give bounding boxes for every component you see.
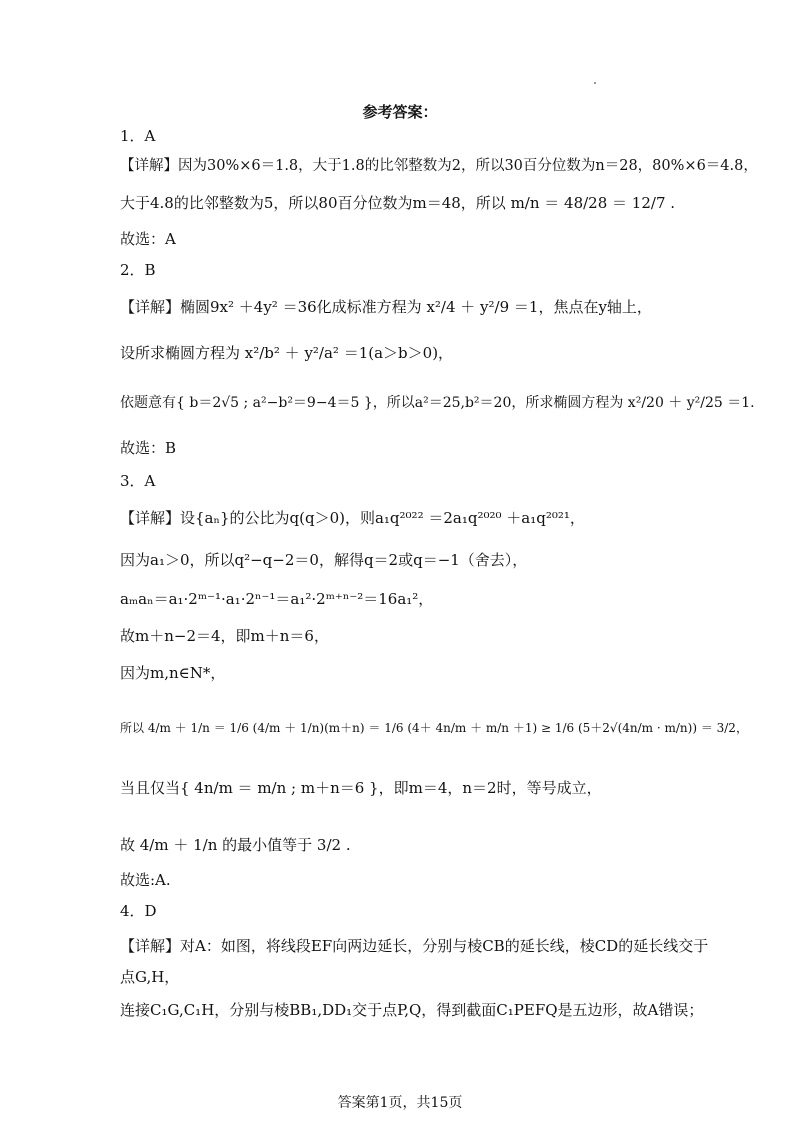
page-footer: 答案第1页，共15页 [337, 1095, 463, 1111]
q1-number: 1．A [120, 127, 156, 145]
q4-line2: 点G,H， [120, 968, 180, 986]
q2-number: 2．B [120, 261, 156, 279]
q3-line2: 因为a₁＞0，所以q²−q−2＝0，解得q＝2或q＝−1（舍去）， [120, 551, 528, 569]
q2-line2: 设所求椭圆方程为 x²/b² ＋ y²/a² ＝1(a＞b＞0)， [120, 344, 454, 362]
q1-line1: 【详解】因为30%×6＝1.8，大于1.8的比邻整数为2，所以30百分位数为n＝28，80%×6＝4.8， [120, 158, 758, 174]
q1-answer: 故选：A [120, 230, 176, 248]
page-title: 参考答案： [362, 103, 438, 121]
q1-line2: 大于4.8的比邻整数为5，所以80百分位数为m＝48，所以 m/n ＝ 48/28 ＝ 12/7 . [120, 194, 676, 212]
q3-line7: 当且仅当{ 4n/m ＝ m/n ; m＋n＝6 }，即m＝4，n＝2时，等号成立， [120, 779, 602, 797]
q3-line1: 【详解】设{aₙ}的公比为q(q＞0)，则a₁q²⁰²² ＝2a₁q²⁰²⁰ ＋a₁q²⁰²¹， [120, 509, 585, 527]
q3-line4: 故m＋n−2＝4，即m＋n＝6， [120, 627, 329, 645]
q3-line6: 所以 4/m ＋ 1/n ＝ 1/6 (4/m ＋ 1/n)(m＋n) ＝ 1/6 (4＋ 4n/m ＋ m/n ＋1) ≥ 1/6 (5＋2√(4n/m · m/n)) ＝ 3/2， [120, 721, 748, 735]
q3-answer: 故选:A. [120, 871, 171, 889]
q4-line3: 连接C₁G,C₁H，分别与棱BB₁,DD₁交于点P,Q，得到截面C₁PEFQ是五边形，故A错误； [120, 1001, 704, 1019]
q3-line5: 因为m,n∈N*， [120, 664, 226, 682]
q4-line1: 【详解】对A：如图，将线段EF向两边延长，分别与棱CB的延长线，棱CD的延长线交于 [120, 937, 709, 955]
q2-line1: 【详解】椭圆9x² ＋4y² ＝36化成标准方程为 x²/4 ＋ y²/9 ＝1，焦点在y轴上， [120, 298, 652, 316]
q3-line8: 故 4/m ＋ 1/n 的最小值等于 3/2 . [120, 836, 351, 854]
q4-number: 4．D [120, 902, 157, 920]
stray-dot [594, 82, 596, 84]
q2-line3: 依题意有{ b＝2√5 ; a²−b²＝9−4＝5 }，所以a²＝25,b²＝20，所求椭圆方程为 x²/20 ＋ y²/25 ＝1. [120, 395, 755, 411]
q3-number: 3．A [120, 472, 156, 490]
q3-line3: aₘaₙ＝a₁·2ᵐ⁻¹·a₁·2ⁿ⁻¹＝a₁²·2ᵐ⁺ⁿ⁻²＝16a₁²， [120, 590, 434, 608]
q2-answer: 故选：B [120, 439, 177, 457]
